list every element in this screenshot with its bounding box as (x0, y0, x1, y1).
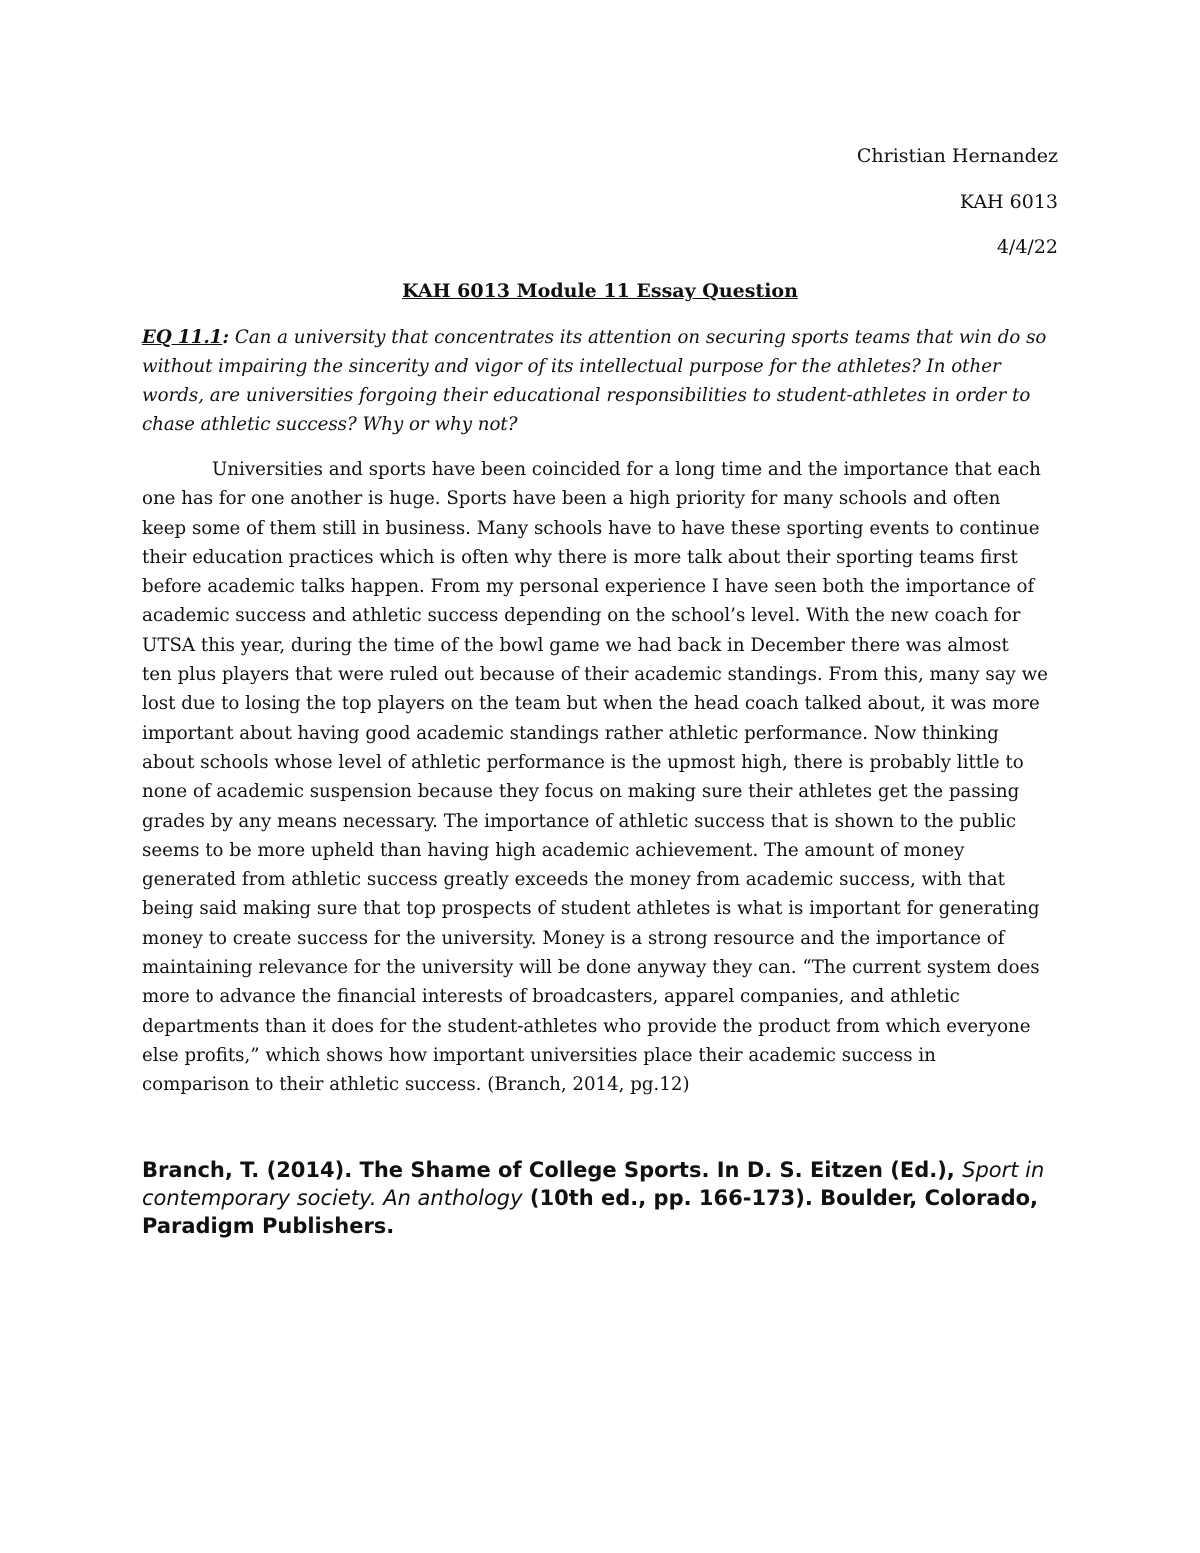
body-line: UTSA this year, during the time of the bowl game we had back in December there was almost (142, 634, 1009, 656)
reference-entry (142, 1156, 1072, 1240)
question-label: EQ 11.1 (142, 327, 223, 348)
body-line: seems to be more upheld than having high academic achievement. The amount of money (142, 839, 965, 861)
reference-book-title: Sport in contemporary society. An anthology (142, 1158, 1045, 1210)
body-line: grades by any means necessary. The importance of athletic success that is shown to the public (142, 810, 1017, 832)
question-colon: : (222, 327, 230, 348)
question-text: Can a university that concentrates its attention on securing sports teams that win do so without impairing the sincerity and vigor of its intellectual purpose for the athletes? In other words, are universities forgoing their educational responsibilities to student-athletes in order to chase athletic success? Why or why not? (142, 327, 1047, 435)
body-line: maintaining relevance for the university will be done anyway they can. “The current system does (142, 957, 1040, 979)
body-line: keep some of them still in business. Many schools have to have these sporting events to continue (142, 517, 1040, 539)
reference-part-2: (10th ed., pp. 166-173). Boulder, Colorado, Paradigm Publishers. (142, 1186, 1039, 1238)
body-line: their education practices which is often why there is more talk about their sporting teams first (142, 546, 1018, 568)
body-line: generated from athletic success greatly exceeds the money from academic success, with that (142, 869, 1005, 891)
body-line: none of academic suspension because they focus on making sure their athletes get the passing (142, 781, 1020, 803)
essay-body (142, 455, 1062, 1100)
body-line: lost due to losing the top players on the team but when the head coach talked about, it was more (142, 693, 1040, 715)
body-line: about schools whose level of athletic performance is the upmost high, there is probably little to (142, 751, 1024, 773)
body-line: more to advance the financial interests of broadcasters, apparel companies, and athletic (142, 986, 960, 1008)
author-name: Christian Hernandez (856, 145, 1058, 167)
body-line: comparison to their athletic success. (Branch, 2014, pg.12) (142, 1074, 690, 1096)
body-line: Universities and sports have been coincided for a long time and the importance that each (212, 459, 1041, 480)
body-line: departments than it does for the student-athletes who provide the product from which everyone (142, 1015, 1031, 1037)
essay-title: KAH 6013 Module 11 Essay Question (402, 280, 798, 302)
body-line: being said making sure that top prospects of student athletes is what is important for generating (142, 898, 1040, 920)
date: 4/4/22 (996, 236, 1058, 258)
essay-question (142, 323, 1062, 439)
body-line: important about having good academic standings rather athletic performance. Now thinking (142, 722, 999, 744)
body-line: ten plus players that were ruled out because of their academic standings. From this, many say we (142, 664, 1048, 686)
body-line: one has for one another is huge. Sports have been a high priority for many schools and often (142, 488, 1001, 510)
body-line: else profits,” which shows how important universities place their academic success in (142, 1044, 936, 1066)
body-line: academic success and athletic success depending on the school’s level. With the new coach for (142, 605, 1021, 627)
body-line: before academic talks happen. From my personal experience I have seen both the importance of (142, 576, 1035, 598)
body-line: money to create success for the university. Money is a strong resource and the importance of (142, 927, 1005, 949)
reference-part-1: Branch, T. (2014). The Shame of College Sports. In D. S. Eitzen (Ed.), (142, 1158, 963, 1182)
course-code: KAH 6013 (959, 191, 1058, 213)
